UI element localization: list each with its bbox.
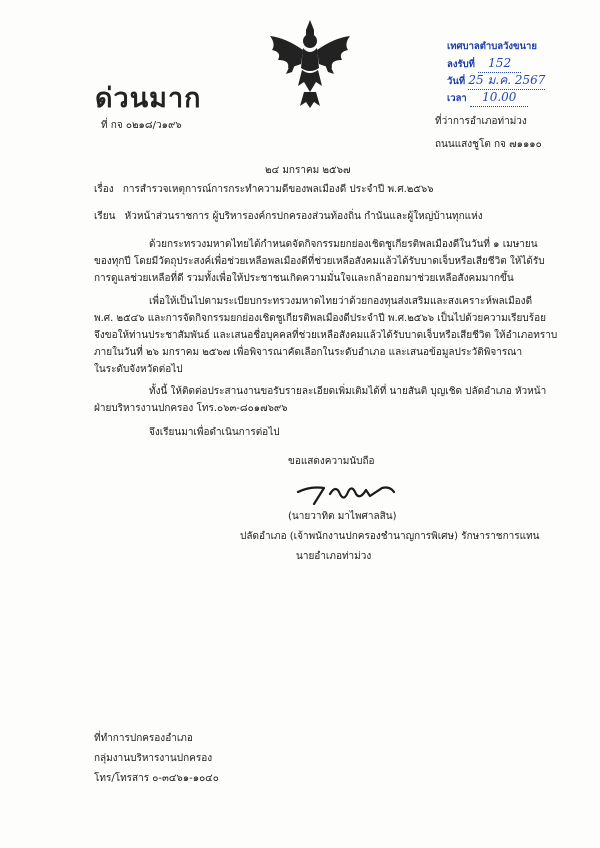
regards-line: ขอแสดงความนับถือ — [288, 456, 375, 467]
footer-department: กลุ่มงานบริหารงานปกครอง — [94, 753, 213, 764]
paragraph-3-line: ทั้งนี้ ให้ติดต่อประสานงานขอรับรายละเอียดเพิ่มเติมได้ที่ นายสันติ บุญเชิด ปลัดอำเภอ หัวหน้า — [149, 386, 547, 397]
office-address-line-1: ที่ว่าการอำเภอท่าม่วง — [435, 116, 527, 127]
urgency-mark: ด่วนมาก — [95, 83, 202, 114]
to-text: หัวหน้าส่วนราชการ ผู้บริหารองค์กรปกครองส่วนท้องถิ่น กำนันและผู้ใหญ่บ้านทุกแห่ง — [124, 211, 483, 222]
subject-text: การสำรวจเหตุการณ์การกระทำความดีของพลเมืองดี ประจำปี พ.ศ.๒๕๖๖ — [122, 184, 434, 195]
to-label: เรียน — [94, 211, 116, 222]
office-address-line-2: ถนนแสงชูโต กจ ๗๑๑๑๐ — [435, 139, 542, 150]
stamp-org: เทศบาลตำบลวังขนาย — [447, 41, 537, 52]
signer-position-line-1: ปลัดอำเภอ (เจ้าพนักงานปกครองชำนาญการพิเศษ) รักษาราชการแทน — [240, 531, 540, 542]
subject-label: เรื่อง — [94, 184, 114, 195]
handwritten-signature — [290, 478, 400, 506]
stamp-recv-label: ลงรับที่ — [447, 59, 475, 70]
paragraph-3-line: ฝ่ายบริหารงานปกครอง โทร.๐๖๓-๘๐๑๗๖๙๖ — [94, 403, 288, 414]
signer-position-line-2: นายอำเภอท่าม่วง — [296, 551, 372, 562]
paragraph-2-line: จึงขอให้ท่านประชาสัมพันธ์ และเสนอชื่อบุคคลที่ช่วยเหลือสังคมแล้วได้รับบาดเจ็บหรือเสียชีวิต ให้อำเภอทราบ — [94, 330, 558, 341]
closing-line: จึงเรียนมาเพื่อดำเนินการต่อไป — [149, 427, 280, 438]
stamp-time-label: เวลา — [447, 93, 467, 104]
paragraph-2 — [94, 293, 557, 378]
paragraph-3 — [94, 383, 546, 417]
stamp-date-label: วันที่ — [447, 76, 466, 87]
footer-phone: โทร/โทรสาร ๐-๓๔๖๑-๑๐๔๐ — [94, 773, 219, 784]
signer-name: (นายวาทิต มาไพศาลสิน) — [288, 511, 397, 522]
stamp-time-value: 10.00 — [470, 89, 528, 107]
paragraph-1-line: ด้วยกระทรวงมหาดไทยได้กำหนดจัดกิจกรรมยกย่องเชิดชูเกียรติพลเมืองดีในวันที่ ๑ เมษายน — [149, 239, 538, 250]
paragraph-2-line: พ.ศ. ๒๕๔๖ และการจัดกิจกรรมยกย่องเชิดชูเกียรติพลเมืองดีประจำปี พ.ศ.๒๕๖๖ เป็นไปด้วยความเรียบร้อย — [94, 313, 546, 324]
paragraph-2-line: ภายในวันที่ ๒๖ มกราคม ๒๕๖๗ เพื่อพิจารณาคัดเลือกในระดับอำเภอ และเสนอข้อมูลประวัติพิจารณา — [94, 347, 523, 358]
paragraph-1-line: การดูแลช่วยเหลือที่ดี รวมทั้งเพื่อให้ประชาชนเกิดความมั่นใจและกล้าออกมาช่วยเหลือสังคมมากขึ้น — [94, 273, 514, 284]
letter-date: ๒๔ มกราคม ๒๕๖๗ — [265, 165, 351, 176]
paragraph-2-line: เพื่อให้เป็นไปตามระเบียบกระทรวงมหาดไทยว่าด้วยกองทุนส่งเสริมและสงเคราะห์พลเมืองดี — [149, 296, 533, 307]
stamp-date-value: 25 ม.ค. 2567 — [468, 72, 545, 90]
document-number: ที่ กจ ๐๒๑๘/ว๑๙๖ — [101, 120, 182, 131]
garuda-emblem — [262, 16, 358, 112]
paragraph-1 — [94, 236, 545, 287]
footer-office: ที่ทำการปกครองอำเภอ — [94, 733, 193, 744]
paragraph-2-line: ในระดับจังหวัดต่อไป — [94, 364, 183, 375]
paragraph-1-line: ของทุกปี โดยมีวัตถุประสงค์เพื่อช่วยเหลือพลเมืองดีที่ช่วยเหลือสังคมแล้วได้รับบาดเจ็บหรือเสียชีวิต ให้ได้รับ — [94, 256, 545, 267]
receiving-stamp — [447, 38, 569, 108]
stamp-recv-number: 152 — [478, 55, 521, 73]
